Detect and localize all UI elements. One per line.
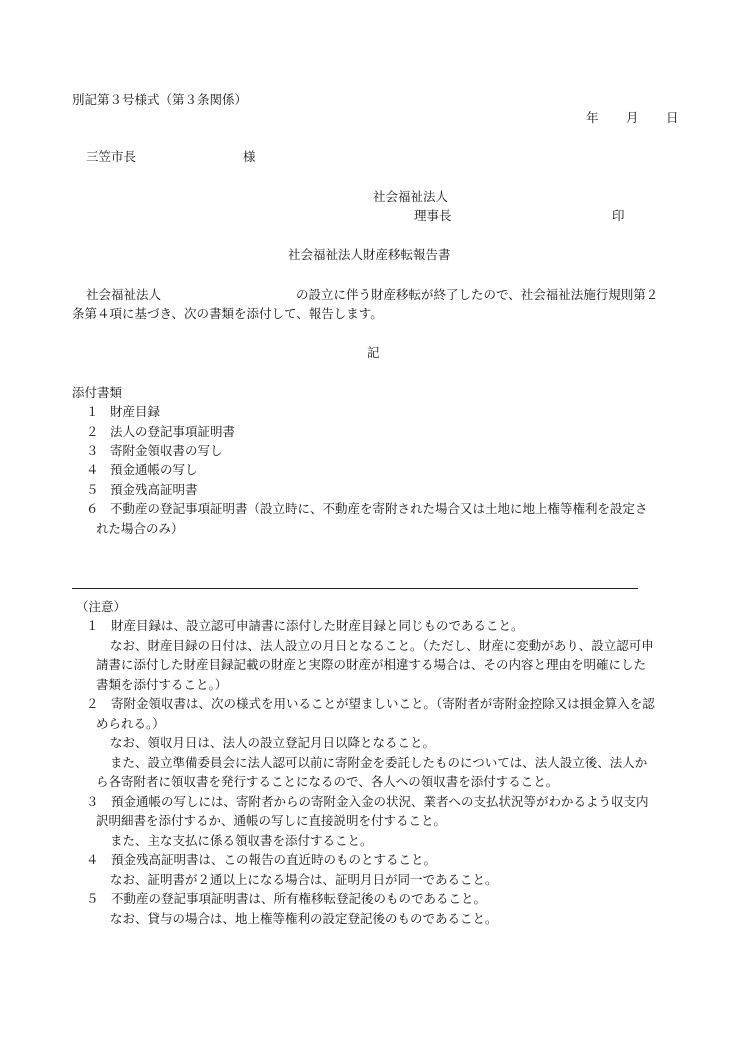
list-item-continuation: れた場合のみ） [96,521,184,536]
note-line: 訳明細書を添付するか、通帳の写しに直接説明を付すること。 [96,813,447,828]
list-item-number: ４ [86,462,99,477]
sender-title: 理事長 [414,208,452,223]
list-item-number: ５ [86,482,99,497]
list-item-number: ６ [86,501,99,516]
note-line: ３ 預金通帳の写しには、寄附者からの寄附金入金の状況、業者への支払状況等がわかるよう収支内 [86,794,649,809]
seal-mark: 印 [612,208,625,223]
divider [72,588,638,589]
note-line: 請書に添付した財産目録記載の財産と実際の財産が相違する場合は、その内容と理由を明確にした [96,657,647,672]
document-title: 社会福祉法人財産移転報告書 [288,247,451,262]
note-line: なお、財産目録の日付は、法人設立の月日となること。（ただし、財産に変動があり、設立認可申 [110,638,654,653]
attachments-heading: 添付書類 [72,385,123,400]
note-line: ２ 寄附金領収書は、次の様式を用いることが望ましいこと。（寄附者が寄附金控除又は損金算入を認 [86,696,655,711]
note-line: められる。） [96,716,165,731]
body-corp-label: 社会福祉法人 [86,287,162,302]
notes-heading: （注意） [76,599,127,614]
list-item [86,499,648,519]
note-line: なお、証明書が２通以上になる場合は、証明月日が同一であること。 [110,872,498,887]
note-line: 書類を添付すること。） [96,677,228,692]
note-line: ら各寄附者に領収書を発行することになるので、各人への領収書を添付すること。 [96,774,559,789]
body-line-2: 条第４項に基づき、次の書類を添付して、報告します。 [72,306,383,321]
list-item [86,460,198,480]
note-line: １ 財産目録は、設立認可申請書に添付した財産目録と同じものであること。 [86,618,524,633]
form-label: 別記第３号様式（第３条関係） [72,92,248,107]
note-line: なお、領収月日は、法人の設立登記月日以降となること。 [110,735,436,750]
note-line: なお、貸与の場合は、地上権等権利の設定登記後のものであること。 [110,911,498,926]
date-year: 年 [586,110,599,125]
list-item-text: 預金通帳の写し [110,462,198,477]
ki-heading: 記 [367,345,380,360]
list-item [86,441,223,461]
note-line: また、主な支払に係る領収書を添付すること。 [110,833,373,848]
list-item-number: ３ [86,443,99,458]
list-item-text: 財産目録 [110,404,161,419]
list-item-text: 不動産の登記事項証明書（設立時に、不動産を寄附された場合又は土地に地上権等権利を設定さ [110,501,648,516]
list-item [86,422,235,442]
list-item [86,402,160,422]
list-item [86,480,198,500]
list-item-text: 寄附金領収書の写し [110,443,223,458]
note-line: ４ 預金残高証明書は、この報告の直近時のものとすること。 [86,852,437,867]
addressee-name: 三笠市長 [86,149,137,164]
list-item-number: ２ [86,424,99,439]
list-item-text: 法人の登記事項証明書 [110,424,236,439]
date-month: 月 [626,110,639,125]
list-item-text: 預金残高証明書 [110,482,198,497]
body-line-1: の設立に伴う財産移転が終了したので、社会福祉法施行規則第２ [296,287,659,302]
note-line: また、設立準備委員会に法人認可以前に寄附金を委託したものについては、法人設立後、法人か [110,755,648,770]
note-line: ５ 不動産の登記事項証明書は、所有権移転登記後のものであること。 [86,891,487,906]
list-item-number: １ [86,404,99,419]
sender-corp: 社会福祉法人 [373,189,449,204]
date-day: 日 [666,110,679,125]
addressee-honorific: 様 [243,149,256,164]
